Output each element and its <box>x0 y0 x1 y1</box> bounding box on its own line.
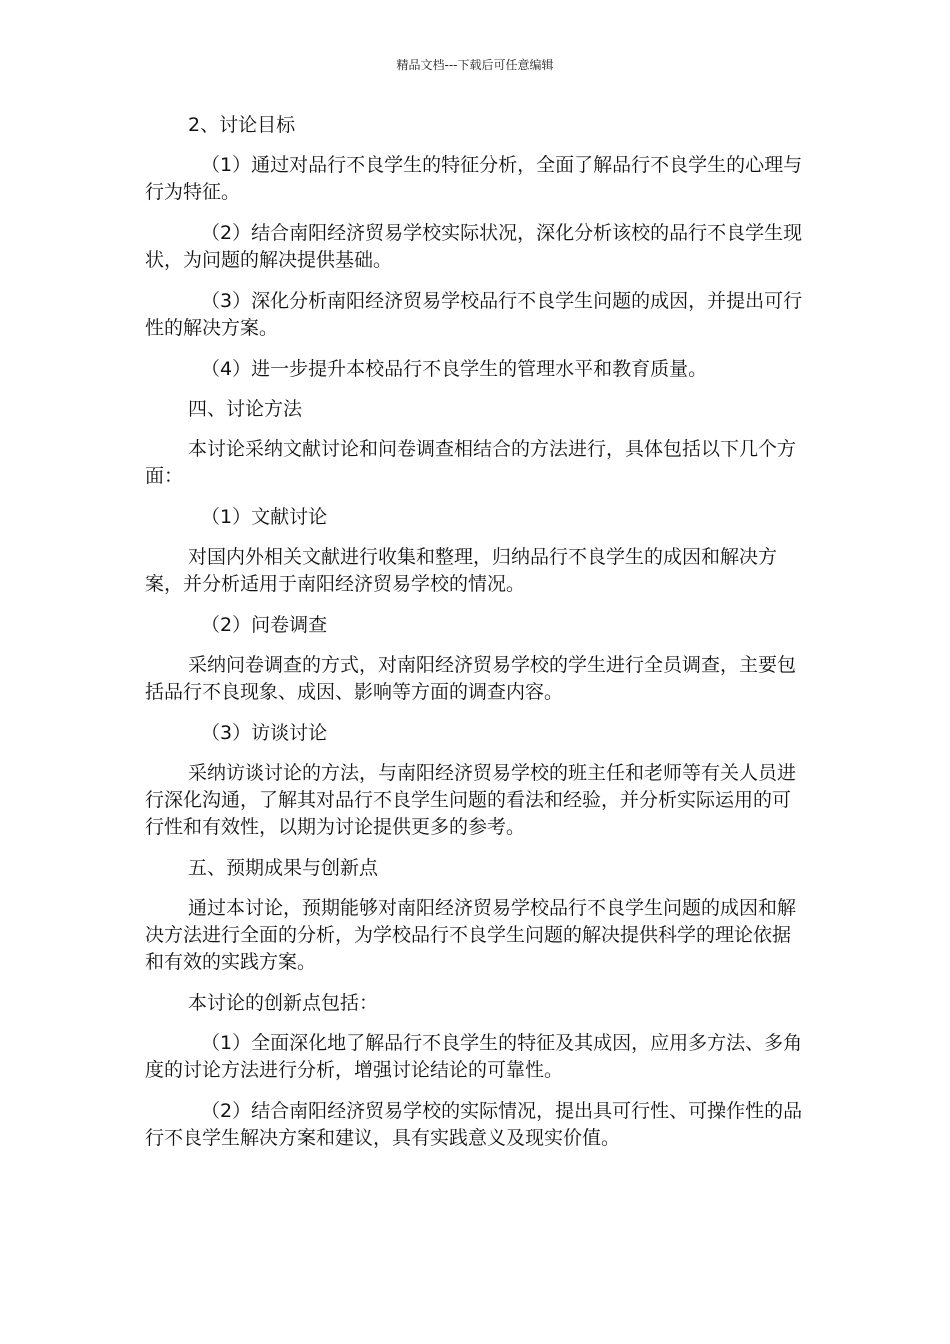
method-item-2-body: 采纳问卷调查的方式，对南阳经济贸易学校的学生进行全员调查，主要包括品行不良现象、成因、影响等方面的调查内容。 <box>145 654 797 703</box>
goal-item-2: （2）结合南阳经济贸易学校实际状况，深化分析该校的品行不良学生现状，为问题的解决提供基础。 <box>145 222 803 271</box>
document-body <box>145 112 807 1166</box>
heading-research-methods: 四、讨论方法 <box>188 398 303 420</box>
method-item-1-title: （1）文献讨论 <box>201 506 328 528</box>
page-header: 精品文档---下载后可任意编辑 <box>396 58 554 72</box>
expected-results-body: 通过本讨论，预期能够对南阳经济贸易学校品行不良学生问题的成因和解决方法进行全面的分析，为学校品行不良学生问题的解决提供科学的理论依据和有效的实践方案。 <box>145 897 797 973</box>
goal-item-1: （1）通过对品行不良学生的特征分析，全面了解品行不良学生的心理与行为特征。 <box>145 154 803 203</box>
heading-expected-results: 五、预期成果与创新点 <box>188 857 379 879</box>
goal-item-3: （3）深化分析南阳经济贸易学校品行不良学生问题的成因，并提出可行性的解决方案。 <box>145 290 803 339</box>
goal-item-4: （4）进一步提升本校品行不良学生的管理水平和教育质量。 <box>201 358 708 380</box>
method-item-3-title: （3）访谈讨论 <box>201 722 328 744</box>
method-item-3-body: 采纳访谈讨论的方法，与南阳经济贸易学校的班主任和老师等有关人员进行深化沟通，了解其对品行不良学生问题的看法和经验，并分析实际运用的可行性和有效性，以期为讨论提供更多的参考。 <box>145 762 797 838</box>
method-item-1-body: 对国内外相关文献进行收集和整理，归纳品行不良学生的成因和解决方案，并分析适用于南阳经济贸易学校的情况。 <box>145 546 778 595</box>
heading-research-goals: 2、讨论目标 <box>188 114 296 136</box>
method-item-2-title: （2）问卷调查 <box>201 614 328 636</box>
innovation-item-1: （1）全面深化地了解品行不良学生的特征及其成因，应用多方法、多角度的讨论方法进行分析，增强讨论结论的可靠性。 <box>145 1032 803 1081</box>
methods-intro: 本讨论采纳文献讨论和问卷调查相结合的方法进行，具体包括以下几个方面： <box>145 438 797 487</box>
innovation-item-2: （2）结合南阳经济贸易学校的实际情况，提出具可行性、可操作性的品行不良学生解决方案和建议，具有实践意义及现实价值。 <box>145 1100 803 1149</box>
innovation-intro: 本讨论的创新点包括： <box>188 992 379 1014</box>
